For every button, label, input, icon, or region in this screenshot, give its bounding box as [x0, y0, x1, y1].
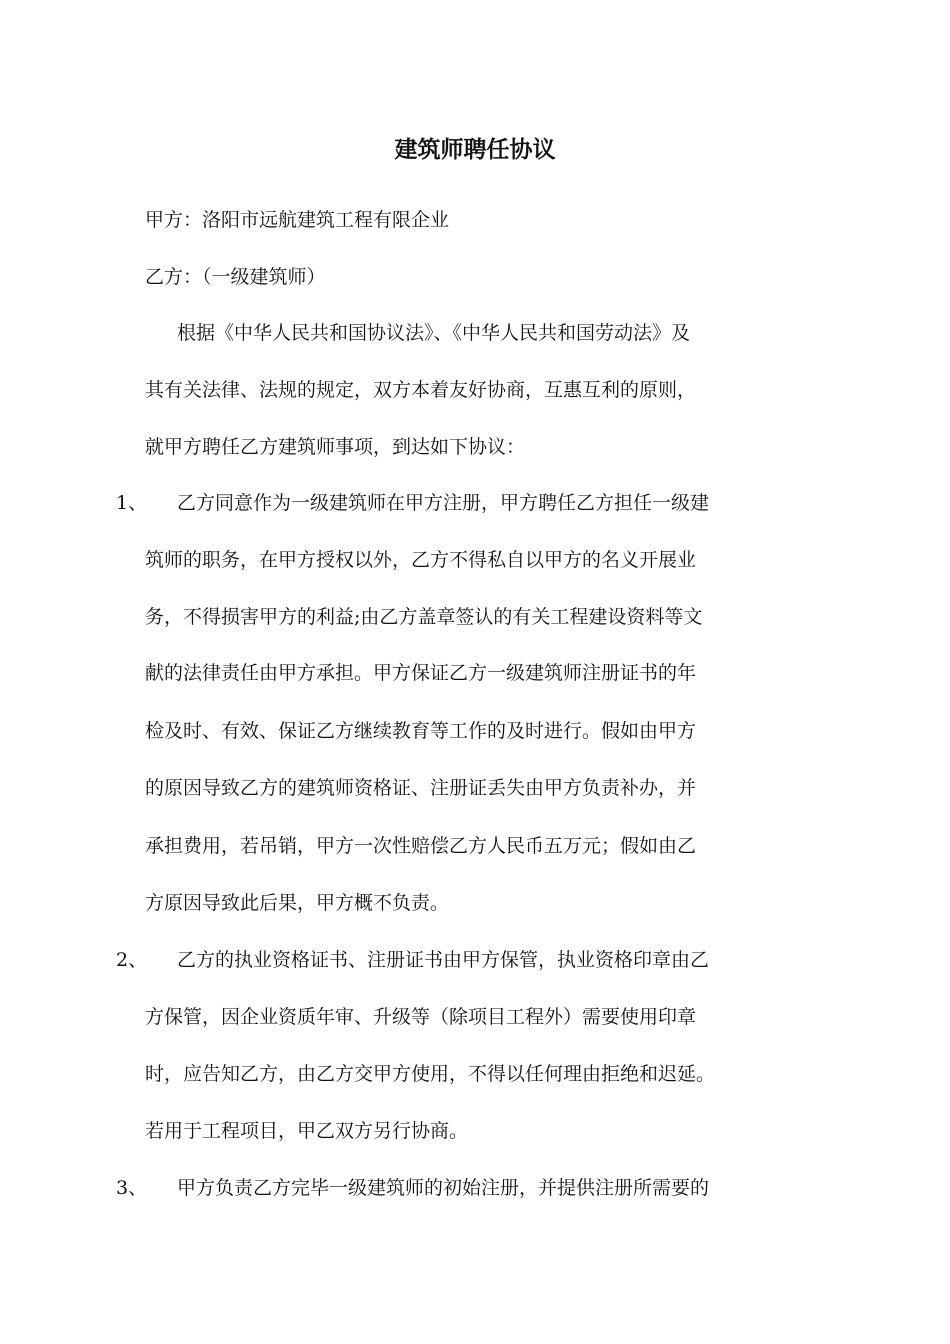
- clause-line: 方保管，因企业资质年审、升级等（除项目工程外）需要使用印章: [145, 1006, 697, 1028]
- clause-line: 若用于工程项目，甲乙双方另行协商。: [145, 1120, 469, 1142]
- clause-number: 2、: [116, 949, 148, 971]
- clause-number: 1、: [116, 492, 148, 514]
- intro-line: 根据《中华人民共和国协议法》、《中华人民共和国劳动法》及: [177, 322, 691, 344]
- clause-line: 甲方负责乙方完毕一级建筑师的初始注册，并提供注册所需要的: [177, 1177, 710, 1199]
- intro-line: 其有关法律、法规的规定，双方本着友好协商，互惠互利的原则，: [145, 379, 697, 401]
- clause-line: 检及时、有效、保证乙方继续教育等工作的及时进行。假如由甲方: [145, 720, 697, 742]
- clause-number: 3、: [116, 1177, 148, 1199]
- party-b-line: 乙方：（一级建筑师）: [145, 266, 326, 288]
- clause-line: 承担费用，若吊销，甲方一次性赔偿乙方人民币五万元；假如由乙: [145, 835, 697, 857]
- clause-line: 时，应告知乙方，由乙方交甲方使用，不得以任何理由拒绝和迟延。: [145, 1063, 716, 1085]
- clause-line: 的原因导致乙方的建筑师资格证、注册证丢失由甲方负责补办，并: [145, 777, 697, 799]
- clause-line: 献的法律责任由甲方承担。甲方保证乙方一级建筑师注册证书的年: [145, 662, 697, 684]
- party-a-line: 甲方：洛阳市远航建筑工程有限企业: [145, 209, 450, 231]
- clause-line: 务，不得损害甲方的利益;由乙方盖章签认的有关工程建设资料等文: [145, 606, 703, 628]
- intro-line: 就甲方聘任乙方建筑师事项，到达如下协议：: [145, 436, 526, 458]
- clause-line: 筑师的职务，在甲方授权以外，乙方不得私自以甲方的名义开展业: [145, 549, 697, 571]
- document-title: 建筑师聘任协议: [394, 136, 556, 163]
- clause-line: 方原因导致此后果，甲方概不负责。: [145, 892, 450, 914]
- clause-line: 乙方的执业资格证书、注册证书由甲方保管，执业资格印章由乙: [177, 949, 710, 971]
- clause-line: 乙方同意作为一级建筑师在甲方注册，甲方聘任乙方担任一级建: [177, 492, 710, 514]
